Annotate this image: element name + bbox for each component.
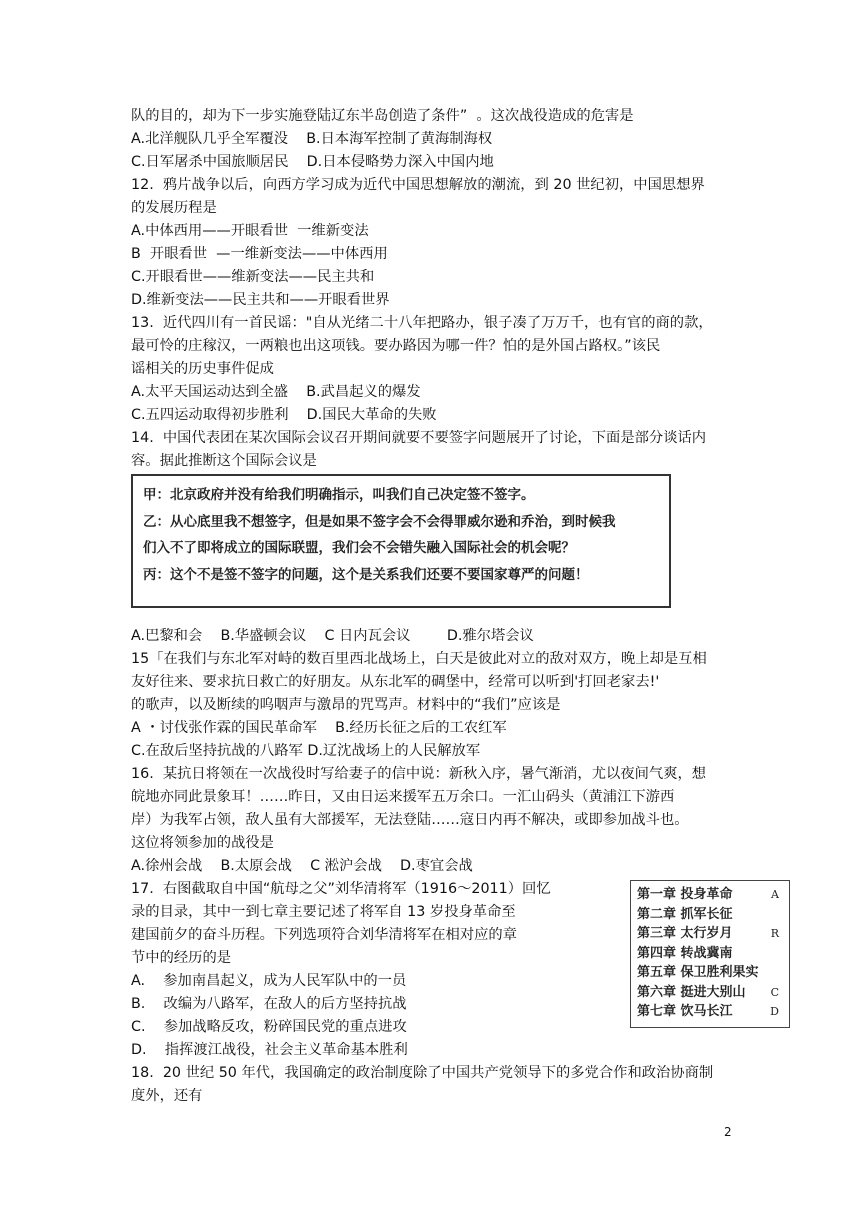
dialogue-line: 们入不了即将成立的国际联盟，我们会不会错失融入国际社会的机会呢？ <box>143 540 575 556</box>
text-line: C.开眼看世——维新变法——民主共和 <box>131 269 375 285</box>
toc-chapter: 第二章 <box>637 906 677 922</box>
page-number: 2 <box>724 1125 732 1139</box>
text-line: C.日军屠杀中国旅顺居民 D.日本侵略势力深入中国内地 <box>131 154 494 170</box>
toc-mark: D <box>770 1005 779 1018</box>
text-line: 度外，还有 <box>131 1088 203 1104</box>
text-line: 皖地亦同此景象耳！……昨日，又由日运来援军五万余口。一汇山码头（黄浦江下游西 <box>131 789 675 805</box>
text-line: 录的目录，其中一到七章主要记述了将军自 13 岁投身革命至 <box>131 904 516 920</box>
toc-row <box>637 963 783 983</box>
memoir-table-of-contents <box>630 880 790 1028</box>
toc-title: 抓军长征 <box>680 906 733 922</box>
toc-chapter: 第五章 <box>637 965 677 980</box>
toc-chapter: 第七章 <box>637 1004 677 1019</box>
text-line: 容。据此推断这个国际会议是 <box>131 453 317 469</box>
text-line: A.太平天国运动达到全盛 B.武昌起义的爆发 <box>131 384 421 400</box>
text-line: 15「在我们与东北军对峙的数百里西北战场上，白天是彼此对立的敌对双方，晚上却是互相 <box>131 651 707 667</box>
toc-row <box>637 905 783 925</box>
dialogue-box <box>131 474 671 608</box>
text-line: A.中体西用——开眼看世 一维新变法 <box>131 223 369 239</box>
text-line: B 开眼看世 —一维新变法——中体西用 <box>131 246 388 262</box>
toc-title: 挺进大别山 <box>680 984 746 1000</box>
toc-row <box>637 924 783 944</box>
text-line: A. 参加南昌起义，成为人民军队中的一员 <box>131 973 407 989</box>
text-line: A ・讨伐张作霖的国民革命军 B.经历长征之后的工农红军 <box>131 720 507 736</box>
text-line: 16. 某抗日将领在一次战役时写给妻子的信中说：新秋入序，暑气渐消，尤以夜间气爽，想 <box>131 766 707 782</box>
text-line: C. 参加战略反攻，粉碎国民党的重点进攻 <box>131 1019 407 1035</box>
toc-chapter: 第三章 <box>637 926 677 941</box>
toc-mark: R <box>770 927 779 940</box>
text-line: D. 指挥渡江战役，社会主义革命基本胜利 <box>131 1042 408 1058</box>
toc-mark: A <box>771 888 779 901</box>
text-line: 18. 20 世纪 50 年代，我国确定的政治制度除了中国共产党领导下的多党合作和政治协商制 <box>131 1065 714 1081</box>
toc-mark: C <box>770 985 779 999</box>
toc-title: 饮马长江 <box>680 1004 733 1019</box>
text-line: 节中的经历的是 <box>131 950 232 966</box>
text-line: A.巴黎和会 B.华盛顿会议 C 日内瓦会议 D.雅尔塔会议 <box>131 628 534 644</box>
dialogue-line: 甲：北京政府并没有给我们明确指示，叫我们自己决定签不签字。 <box>143 487 535 503</box>
toc-title: 太行岁月 <box>680 926 733 941</box>
toc-row <box>637 983 783 1003</box>
text-line: 13. 近代四川有一首民谣："自从光绪二十八年把路办，银子凑了万万千，也有官的商的款， <box>131 315 713 331</box>
text-line: A.北洋舰队几乎全军覆没 B.日本海军控制了黄海制海权 <box>131 131 493 147</box>
text-line: 12. 鸦片战争以后，向西方学习成为近代中国思想解放的潮流，到 20 世纪初，中国思想界 <box>131 177 705 193</box>
toc-row <box>637 885 783 905</box>
toc-row <box>637 1002 783 1022</box>
toc-row <box>637 944 783 964</box>
text-line: A.徐州会战 B.太原会战 C 淞沪会战 D.枣宜会战 <box>131 858 473 874</box>
text-line: 建国前夕的奋斗历程。下列选项符合刘华清将军在相对应的章 <box>131 927 518 943</box>
text-line: 友好往来、要求抗日救亡的好朋友。从东北军的碉堡中，经常可以听到'打回老家去!' <box>131 674 660 690</box>
text-line: C.五四运动取得初步胜利 D.国民大革命的失败 <box>131 407 437 423</box>
text-line: 的发展历程是 <box>131 200 217 216</box>
text-line: 14. 中国代表团在某次国际会议召开期间就要不要签字问题展开了讨论，下面是部分谈话内 <box>131 430 707 446</box>
text-line: 谣相关的历史事件促成 <box>131 361 274 377</box>
text-line: 这位将领参加的战役是 <box>131 835 274 851</box>
toc-title: 保卫胜利果实 <box>680 965 759 980</box>
text-line: 队的目的，却为下一步实施登陆辽东半岛创造了条件” 。这次战役造成的危害是 <box>131 108 634 124</box>
toc-title: 转战冀南 <box>680 945 733 961</box>
toc-chapter: 第六章 <box>637 984 677 1000</box>
dialogue-line: 丙：这个不是签不签字的问题，这个是关系我们还要不要国家尊严的问题！ <box>143 566 589 583</box>
text-line: 的歌声，以及断续的呜咽声与激昂的咒骂声。材料中的“我们”应该是 <box>131 697 561 713</box>
toc-title: 投身革命 <box>680 887 733 902</box>
dialogue-line: 乙：从心底里我不想签字，但是如果不签字会不会得罪威尔逊和乔治，到时候我 <box>143 513 616 530</box>
text-line: 岸）为我军占领，敌人虽有大部援军，无法登陆……寇日内再不解决，或即参加战斗也。 <box>131 812 689 828</box>
text-line: B. 改编为八路军，在敌人的后方坚持抗战 <box>131 996 407 1012</box>
text-line: D.维新变法——民主共和——开眼看世界 <box>131 292 390 308</box>
text-line: C.在敌后坚持抗战的八路军 D.辽沈战场上的人民解放军 <box>131 743 481 759</box>
text-line: 17. 右图截取自中国“航母之父”刘华清将军（1916～2011）回忆 <box>131 881 551 897</box>
toc-chapter: 第一章 <box>637 887 677 902</box>
toc-chapter: 第四章 <box>637 945 677 961</box>
text-line: 最可怜的庄稼汉，一两粮也出这项钱。要办路因为哪一件？怕的是外国占路权。”该民 <box>131 338 661 354</box>
